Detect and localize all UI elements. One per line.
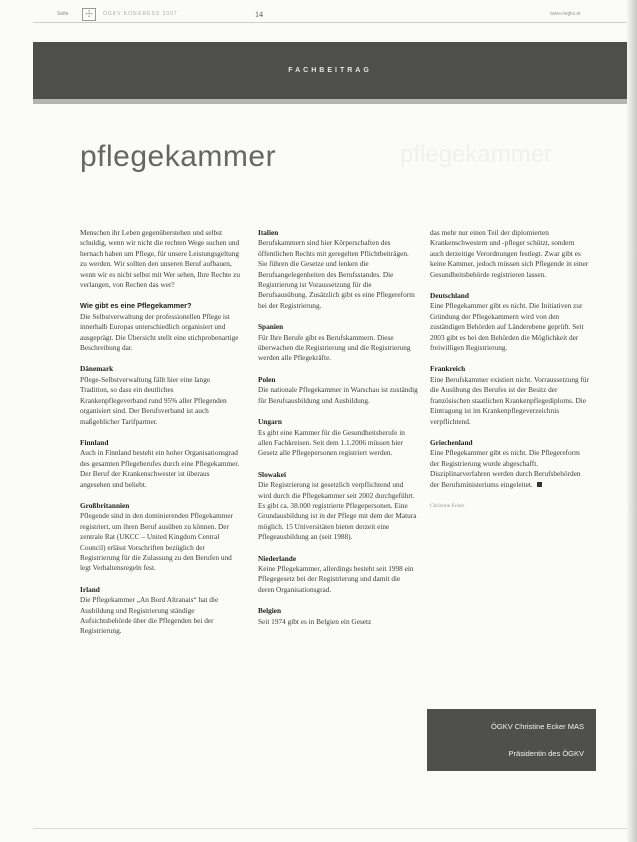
heading-hungary: Ungarn	[258, 417, 282, 427]
author-info-box	[427, 709, 596, 771]
continuation-paragraph: das mehr nur einen Teil der diplomierten Krankenschwestern und -pfleger schützt, sondern auch derzeitige Verordnungen festlegt. Zwar gibt es keine Kammer, jedoch müssen sich Pflegende in einer Gesundheitsbehörde registrieren lassen.	[430, 228, 589, 279]
end-of-article-icon	[537, 482, 542, 487]
paragraph-greece	[430, 448, 590, 490]
heading-denmark: Dänemark	[80, 364, 114, 374]
heading-france: Frankreich	[430, 364, 466, 374]
author-credit: Christine Ecker	[430, 502, 465, 509]
faded-print-through: pflegekammer	[400, 141, 553, 168]
paragraph-uk: Pflegende sind in den dominierenden Pflegekammer registriert, um ihren Beruf ausüben zu können. Der zentrale Rat (UKCC – United Kingdom Central Council) erlässt Vorschriften bezüglich der Registrierung für die Zulassung zu den Berufen und legt Verhaltensregeln fest.	[80, 511, 233, 573]
heading-uk: Großbritannien	[80, 500, 130, 510]
subheading-question: Wie gibt es eine Pflegekammer?	[80, 301, 192, 311]
heading-belgium: Belgien	[258, 606, 282, 616]
heading-greece: Griechenland	[430, 437, 473, 447]
paragraph-finland: Auch in Finnland besteht ein hoher Organisationsgrad des gesamten Pflegeberufes durch eine Pflegekammer. Der Beruf der Krankenschwester ist überaus angesehen und beliebt.	[80, 448, 240, 489]
heading-finland: Finnland	[80, 437, 109, 447]
header-left-text: Seite	[57, 11, 69, 17]
paragraph-greece-text: Eine Pflegekammer gibt es nicht. Die Pflegereform der Registrierung wurde abgeschafft. Disziplinarverfahren werden durch Berufsbehörden der Berufsministeriums eingeleitet.	[430, 448, 581, 489]
page-number: 14	[255, 10, 263, 19]
section-label: FACHBEITRAG	[288, 67, 372, 74]
paragraph-germany: Eine Pflegekammer gibt es nicht. Die Initiativen zur Gründung der Pflegekammern wird von den zuständigen Behörden auf Länderebene geprüft. Seit 2003 gibt es bei den Behörden die Möglichkeit der freiwilligen Registrierung.	[430, 301, 584, 353]
text-column-3	[430, 228, 590, 511]
paragraph-denmark: Pflege-Selbstverwaltung fällt hier eine lange Tradition, so dass ein deutliches Krankenpflegeverband rund 95% aller Pflegenden organisiert sind. Der Berufsverband ist auch maßgeblicher Tarifpartner.	[80, 374, 227, 426]
magazine-name: ÖGKV KONGRESS 2007	[103, 11, 178, 17]
heading-spain: Spanien	[258, 322, 284, 332]
text-column-1	[80, 228, 240, 648]
page-spine-shadow	[627, 0, 637, 842]
paragraph-netherlands: Keine Pflegekammer, allerdings besteht seit 1998 ein Pflegegesetz bei der Registrierung und damit die deren Organisationsgrad.	[258, 563, 414, 594]
heading-germany: Deutschland	[430, 291, 469, 301]
paragraph-spain: Für Ihre Berufe gibt es Berufskammern. Diese überwachen die Registrierung und die Registrierung werden alle Pflegekräfte.	[258, 332, 411, 363]
article-title: pflegekammer	[80, 140, 277, 173]
heading-slovakia: Slowakei	[258, 469, 286, 479]
paragraph-france: Eine Berufskammer existiert nicht. Vorraussetzung für die Ausübung des Berufes ist der Besitz der französischen staatlichen Krankenpflegediploms. Die Eintragung ist im Krankenpflegeverzeichnis verpflichtend.	[430, 374, 590, 426]
heading-italy: Italien	[258, 228, 279, 237]
paragraph-poland: Die nationale Pflegekammer in Warschau ist zuständig für Berufsausbildung und Ausbildung.	[258, 385, 418, 405]
heading-poland: Polen	[258, 374, 276, 384]
info-box-title: ÖGKV Christine Ecker MAS	[491, 722, 584, 731]
paragraph-belgium: Seit 1974 gibt es in Belgien ein Gesetz	[258, 616, 372, 626]
logo-icon: ☩	[82, 8, 96, 21]
section-banner	[33, 42, 627, 104]
paragraph-slovakia: Die Registrierung ist gesetzlich verpflichtend und wird durch die Pflegekammer seit 2002 durchgeführt. Es gibt ca. 38.000 registrierte Pflegepersonen. Eine Grundausbildung ist in der Pflege mit dem der Matura möglich. 15 Universitäten bieten derzeit eine Pflegeausbildung an (seit 1988).	[258, 480, 417, 542]
header-url: www.oegkv.at	[550, 11, 581, 17]
paragraph-question: Die Selbstverwaltung der professionellen Pflege ist innerhalb Europas unterschiedlich organisiert und ausgeprägt. Die Übersicht stellt eine stichprobenartige Beschreibung dar.	[80, 311, 239, 353]
footer-rule	[33, 828, 627, 829]
heading-ireland: Irland	[80, 584, 100, 594]
intro-paragraph: Menschen ihr Leben gegenüberstehen und selbst schuldig, wenn wir nicht die rechten Wege suchen und hernach haben um Pflege, für unsere Leistungsgeltung zu werden. Wir sollten den unseren Beruf aufbauen, wenn wir es nicht selbst mit Wer sehen, Ihre Rechte zu verlangen, von Rechen das wer?	[80, 228, 240, 290]
paragraph-hungary: Es gibt eine Kammer für die Gesundheitsberufe in allen Fachkreisen. Seit dem 1.1.2006 müssen hier Gesetz alle Pflegepersonen registriert werden.	[258, 427, 405, 458]
paragraph-italy: Berufskammern sind hier Körperschaften des öffentlichen Rechts mit geregelten Pflichtbeiträgen. Sie führen die Gesetze und lenken die Berufsangelegenheiten des Berufsstandes. Die Registrierung ist Voraussetzung für die Berufsausübung. Zusätzlich gibt es eine Pflegereform bei der Registrierung.	[258, 238, 415, 310]
paragraph-ireland: Die Pflegekammer „An Bord Altranais“ hat die Ausbildung und Registrierung ständige Aufsichtsbehörde über die Pflegenden bei der Registrierung.	[80, 595, 219, 636]
text-column-2	[258, 228, 418, 638]
info-box-subtitle: Präsidentin des ÖGKV	[508, 749, 584, 758]
heading-netherlands: Niederlande	[258, 553, 297, 563]
